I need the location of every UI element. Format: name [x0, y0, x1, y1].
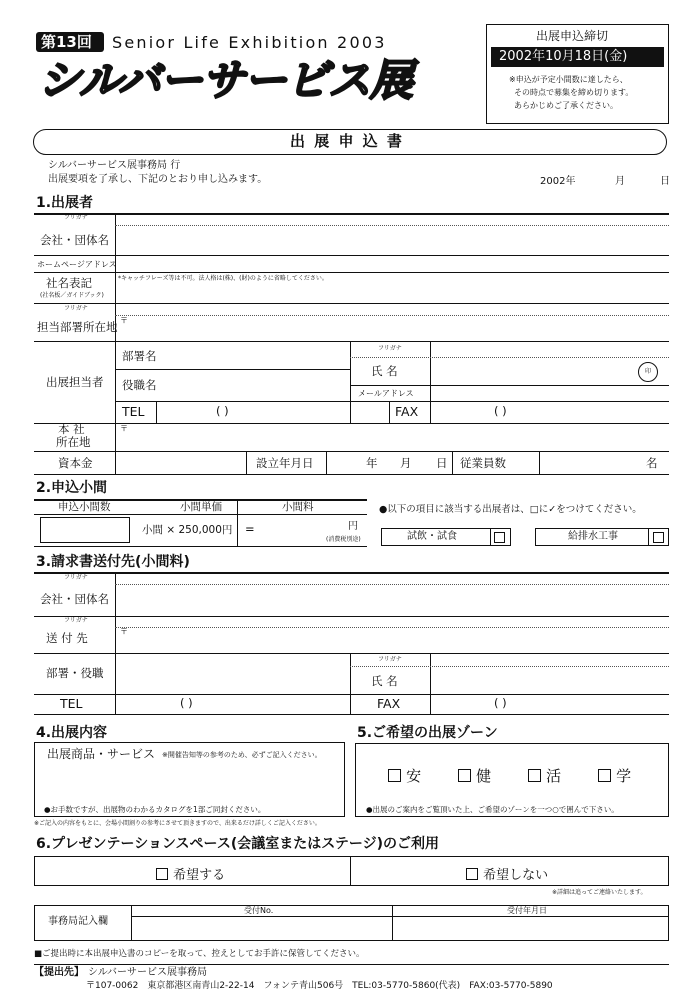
s1-name-furigana: フリガナ [378, 345, 402, 352]
s1-email-input[interactable] [432, 386, 667, 401]
s3-name-input[interactable] [432, 668, 667, 692]
s3-furigana-label: フリガナ [64, 574, 88, 581]
s1-postal-mark: 〒 [120, 316, 128, 325]
s2-option-2-label: 給排水工事 [568, 531, 618, 542]
zone-1-checkbox[interactable] [388, 769, 401, 782]
deadline-label: 出展申込締切 [536, 29, 609, 43]
s1-founded-input[interactable] [328, 453, 450, 473]
s2-fee-input[interactable] [260, 517, 344, 543]
s4-products-label: 出展商品・サービス [47, 747, 156, 761]
s1-name-input[interactable] [432, 358, 632, 384]
s1-founded-label: 設立年月日 [256, 456, 314, 470]
s1-hq-input[interactable] [128, 424, 668, 450]
s3-furigana-label-2: フリガナ [64, 617, 88, 624]
s2-tax-note: (消費税別途) [326, 536, 361, 543]
s1-position-label: 役職名 [122, 378, 157, 392]
s1-employees-label: 従業員数 [460, 456, 506, 470]
s3-dept-input[interactable] [116, 656, 348, 692]
submit-label: 【提出先】 [34, 967, 84, 978]
section6-heading: 6.プレゼンテーションスペース(会議室またはステージ)のご利用 [36, 836, 440, 852]
s1-employees-unit: 名 [646, 456, 658, 470]
s1-fax-paren: ( ) [494, 404, 507, 418]
s1-address-input[interactable] [128, 316, 668, 340]
s1-dept-label: 部署名 [122, 349, 157, 363]
s1-display-name-input[interactable] [116, 284, 668, 302]
s3-fax-paren: ( ) [494, 696, 507, 710]
s2-yen: 円 [348, 521, 358, 532]
s3-company-label: 会社・団体名 [40, 592, 109, 606]
zone-4-checkbox[interactable] [598, 769, 611, 782]
zone-1-label: 安 [406, 767, 422, 785]
presentation-want-checkbox[interactable] [156, 868, 168, 880]
s3-name-label: 氏 名 [371, 674, 398, 688]
s2-unit-price-label: 小間単価 [180, 501, 222, 513]
s2-option-1-checkbox[interactable] [494, 532, 505, 543]
s3-name-furigana: フリガナ [378, 656, 402, 663]
zone-3-label: 活 [546, 767, 562, 785]
zone-2-label: 健 [476, 767, 492, 785]
s2-instruction: ●以下の項目に該当する出展者は、□に✓をつけてください。 [379, 504, 642, 515]
s1-fax-label: FAX [395, 404, 419, 419]
addressee: シルバーサービス展事務局 行 [48, 160, 181, 171]
s5-note: ●出展のご案内をご覧頂いた上、ご希望のゾーンを一つ○で囲んで下さい。 [366, 805, 619, 814]
s1-founded-day: 日 [436, 456, 448, 470]
s1-company-input[interactable] [116, 226, 668, 254]
s4-products-note: ※開催告知等の参考のため、必ずご記入ください。 [162, 751, 322, 759]
s3-tel-paren: ( ) [180, 696, 193, 710]
zone-option-4[interactable] [598, 765, 631, 786]
s2-count-input[interactable] [40, 517, 130, 543]
section1-heading: 1.出展者 [36, 195, 94, 211]
presentation-want-label: 希望する [173, 868, 226, 883]
office-use-box [34, 905, 669, 941]
zone-4-label: 学 [616, 767, 632, 785]
deadline-note-3: あらかじめご了承ください。 [514, 101, 618, 110]
zone-option-1[interactable] [388, 765, 421, 786]
s1-hq-label-1: 本 社 [58, 422, 85, 436]
s1-company-label: 会社・団体名 [40, 233, 109, 247]
s1-employees-input[interactable] [541, 453, 641, 473]
presentation-not-want-option[interactable] [466, 864, 548, 883]
section2-heading: 2.申込小間 [36, 480, 108, 496]
section5-heading: 5.ご希望の出展ゾーン [357, 725, 498, 741]
deadline-date: 2002年10月18日(金) [499, 49, 628, 64]
s2-formula: 小間 × 250,000円 [142, 524, 233, 536]
zone-option-2[interactable] [458, 765, 491, 786]
s2-equals: = [245, 522, 255, 536]
s1-position-input[interactable] [170, 371, 348, 400]
s3-tel-label: TEL [60, 696, 83, 711]
s1-capital-input[interactable] [116, 453, 244, 473]
date-year: 2002年 [540, 176, 576, 187]
s2-count-label: 申込小間数 [58, 501, 111, 513]
s2-option-1-label: 試飲・試食 [407, 531, 457, 542]
s2-option-2-checkbox[interactable] [653, 532, 664, 543]
s1-dept-input[interactable] [170, 343, 348, 368]
copy-note: ■ご提出時に本出展申込書のコピーを取って、控えとしてお手許に保管してください。 [34, 949, 365, 959]
s1-homepage-label: ホームページアドレス [37, 260, 117, 269]
s2-fee-label: 小間料 [282, 501, 314, 513]
intro-text: 出展要項を了承し、下記のとおり申し込みます。 [48, 174, 268, 185]
s1-hq-label-2: 所在地 [56, 435, 91, 449]
seal-mark: 印 [645, 368, 652, 375]
submit-org: シルバーサービス展事務局 [88, 967, 208, 978]
s1-display-note: *キャッチフレーズ等は不可。法人格は(株)、(財)のように省略してください。 [118, 275, 328, 282]
s1-contact-label: 出展担当者 [46, 375, 104, 389]
s1-furigana-label-2: フリガナ [64, 305, 88, 312]
section4-heading: 4.出展内容 [36, 725, 108, 741]
section6-box [34, 856, 669, 886]
zone-option-3[interactable] [528, 765, 561, 786]
s1-address-label: 担当部署所在地 [37, 320, 118, 334]
s1-display-name-sub: (社名板／ガイドブック) [40, 292, 104, 299]
section3-heading: 3.請求書送付先(小間料) [36, 554, 190, 570]
edition-label: 第13回 [41, 33, 92, 51]
s1-hq-postal: 〒 [120, 424, 128, 433]
s1-homepage-input[interactable] [116, 256, 668, 271]
s4-footnote: ※ご記入の内容をもとに、会場小間割りの参考にさせて頂きますので、出来るだけ詳しくご記入ください。 [34, 820, 321, 827]
presentation-not-want-label: 希望しない [483, 868, 549, 883]
s3-tel-input[interactable] [116, 696, 348, 714]
form-title: 出 展 申 込 書 [290, 132, 404, 150]
zone-2-checkbox[interactable] [458, 769, 471, 782]
receipt-date-label: 受付年月日 [507, 906, 547, 915]
s4-catalog-note: ●お手数ですが、出展物のわかるカタログを1部ご同封ください。 [44, 805, 266, 814]
s3-postal-mark: 〒 [120, 627, 128, 636]
receipt-no-label: 受付No. [244, 906, 274, 915]
exhibition-title: シルバーサービス展 [38, 56, 412, 106]
s1-email-label: メールアドレス [358, 389, 414, 398]
s1-tel-label: TEL [122, 404, 145, 419]
s3-address-label: 送 付 先 [46, 631, 88, 645]
s3-dept-label: 部署・役職 [46, 666, 104, 680]
presentation-want-option[interactable] [156, 864, 225, 883]
s1-furigana-label: フリガナ [64, 214, 88, 221]
s1-name-label: 氏 名 [371, 364, 398, 378]
s3-address-input[interactable] [128, 628, 668, 652]
s4-products-input[interactable] [38, 764, 341, 802]
date-day: 日 [660, 176, 670, 187]
s1-tel-paren: ( ) [216, 404, 229, 418]
submit-address: 〒107-0062 東京都港区南青山2-22-14 フォンテ青山506号 TEL:03-5770-5860(代表) FAX:03-5770-5890 [86, 981, 553, 991]
s1-founded-month: 月 [400, 456, 412, 470]
office-use-label: 事務局記入欄 [48, 916, 108, 927]
presentation-not-want-checkbox[interactable] [466, 868, 478, 880]
s6-detail-note: ※詳細は追ってご連絡いたします。 [552, 889, 647, 896]
date-month: 月 [615, 176, 625, 187]
s3-fax-label: FAX [377, 696, 401, 711]
s1-capital-label: 資本金 [58, 456, 93, 470]
s1-tel-input[interactable] [158, 402, 386, 422]
deadline-note-1: ※申込が予定小間数に達したら、 [509, 75, 628, 84]
s1-founded-year: 年 [366, 456, 378, 470]
s1-display-name-label: 社名表記 [46, 276, 92, 290]
s3-company-input[interactable] [116, 586, 668, 614]
zone-3-checkbox[interactable] [528, 769, 541, 782]
deadline-note-2: その時点で募集を締め切ります。 [514, 88, 634, 97]
s1-fax-input[interactable] [432, 402, 667, 422]
s3-fax-input[interactable] [432, 696, 667, 714]
exhibition-subtitle: Senior Life Exhibition 2003 [112, 33, 387, 52]
